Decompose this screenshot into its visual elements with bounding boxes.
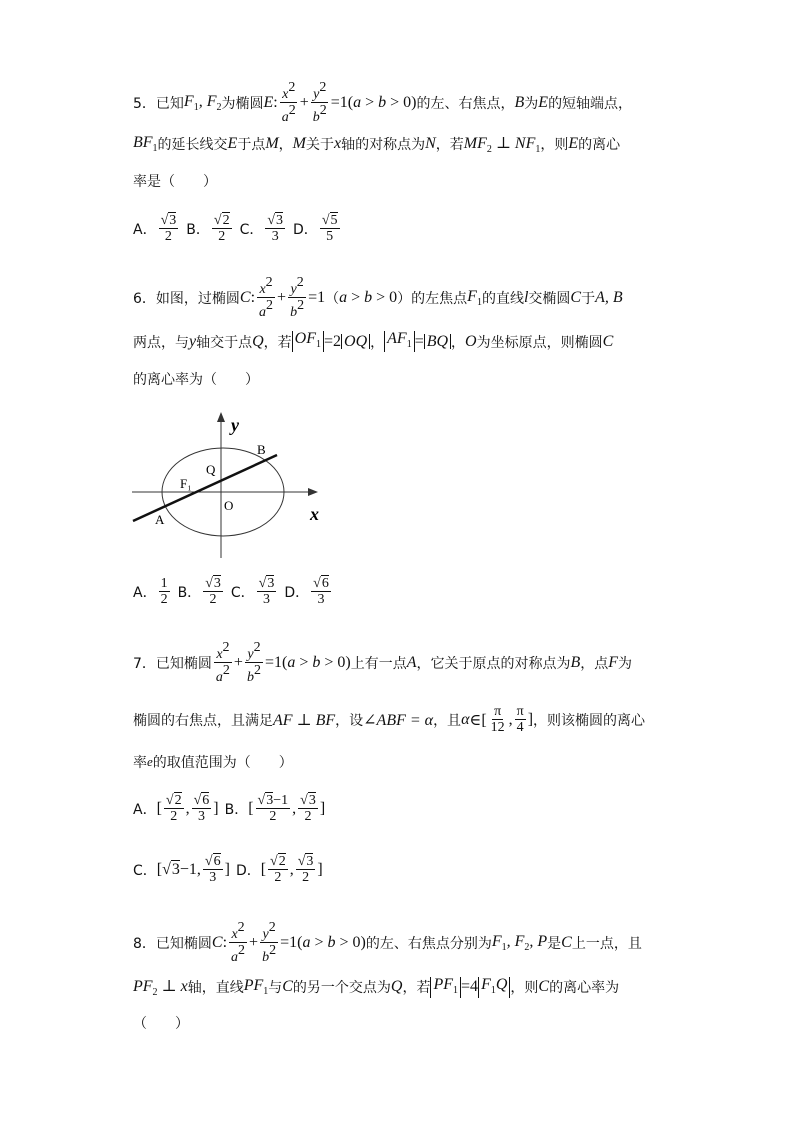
- q7-line3: 率 e 的取值范围为（ ）: [133, 754, 293, 771]
- q6-line2: 两点，与 y 轴交于点 Q ，若 $OF_1$ =2 OQ ， $AF_1$ = BQ ， O 为坐标原点，则椭圆 C: [133, 330, 614, 351]
- q8-line2: $PF_2$ ⊥ x 轴，直线 $PF_1$ 与 C 的另一个交点为 Q ，若 $PF_1$ =4 $F_1Q$ ，则 C 的离心率为: [133, 975, 620, 998]
- q8-line1: 8．已知椭圆 C : $\frac{x2}{a2}$ + $\frac{y2}{b2}$ =1(a > b > 0) 的左、右焦点分别为 $F_1$, $F_2$, P 是 C 上一点，且: [133, 920, 642, 966]
- option-b-value: $\frac{√2}{2}$: [213, 213, 230, 245]
- q7-line2: 椭圆的右焦点，且满足 AF ⊥ BF ，设 ∠ABF = α ，且 α ∈[ $\frac{\pi}{12}$ , $\frac{\pi}{4}$ ] ，则该椭圆的离心: [133, 704, 646, 736]
- q5-options: A． $\frac{√3}{2}$ B． $\frac{√2}{2}$ C． $\frac{√3}{3}$ D． $\frac{√5}{5}$: [133, 213, 338, 245]
- label-x: x: [310, 504, 319, 524]
- ellipse-figure: [128, 408, 328, 560]
- x-axis-arrow: [308, 488, 318, 496]
- q5-line1: 5．已知 $F_1$, $F_2$ 为椭圆 E : $\frac{x2}{a2}$ + $\frac{y2}{b2}$ =1(a > b > 0) 的左、右焦点， B 为 E 的短轴端点，: [133, 80, 633, 126]
- fraction: $\frac{y2}{b2}$: [312, 80, 327, 126]
- q6-options: A． $\frac{1}{2}$ B． $\frac{√3}{2}$ C． $\frac{√3}{3}$ D． $\frac{√6}{3}$: [133, 576, 329, 608]
- option-d-value: $\frac{√5}{5}$: [321, 213, 338, 245]
- fraction: $\frac{x2}{a2}$: [281, 80, 296, 126]
- option-c-value: $\frac{√3}{3}$: [267, 213, 284, 245]
- q8-line3: （ ）: [133, 1016, 189, 1032]
- q7-options-ab: A． [ $\frac{√2}{2}$ , $\frac{√6}{3}$ ] B． [ $\frac{√3-1}{2}$ , $\frac{√3}{2}$ ]: [133, 793, 326, 825]
- label-B: B: [257, 442, 266, 457]
- q5-line2: $BF_1$ 的延长线交 E 于点 M ， M 关于 x 轴的对称点为 N ，若 $MF_2$ ⊥ $NF_1$ ，则 E 的离心: [133, 134, 621, 155]
- label-O: O: [224, 498, 234, 513]
- label-F1: F₁: [180, 476, 192, 491]
- q6-line1: 6．如图，过椭圆 C : $\frac{x2}{a2}$ + $\frac{y2}{b2}$ =1 （ a > b > 0 ）的左焦点 $F_1$ 的直线 l 交椭圆 C 于 A, B: [133, 275, 623, 321]
- y-axis-arrow: [217, 412, 225, 422]
- q5-line3: 率是（ ）: [133, 174, 217, 190]
- label-Q: Q: [206, 462, 216, 477]
- label-A: A: [155, 512, 165, 527]
- option-a-value: $\frac{√3}{2}$: [160, 213, 177, 245]
- q7-line1: 7．已知椭圆 $\frac{x2}{a2}$ + $\frac{y2}{b2}$ =1(a > b > 0) 上有一点 A ，它关于原点的对称点为 B ，点 F 为: [133, 640, 633, 686]
- q6-line3: 的离心率为（ ）: [133, 372, 259, 388]
- label-y: y: [231, 415, 239, 435]
- q7-options-cd: C． [√3−1, $\frac{√6}{3}$ ] D． [ $\frac{√2}{2}$ , $\frac{√3}{2}$ ]: [133, 854, 323, 886]
